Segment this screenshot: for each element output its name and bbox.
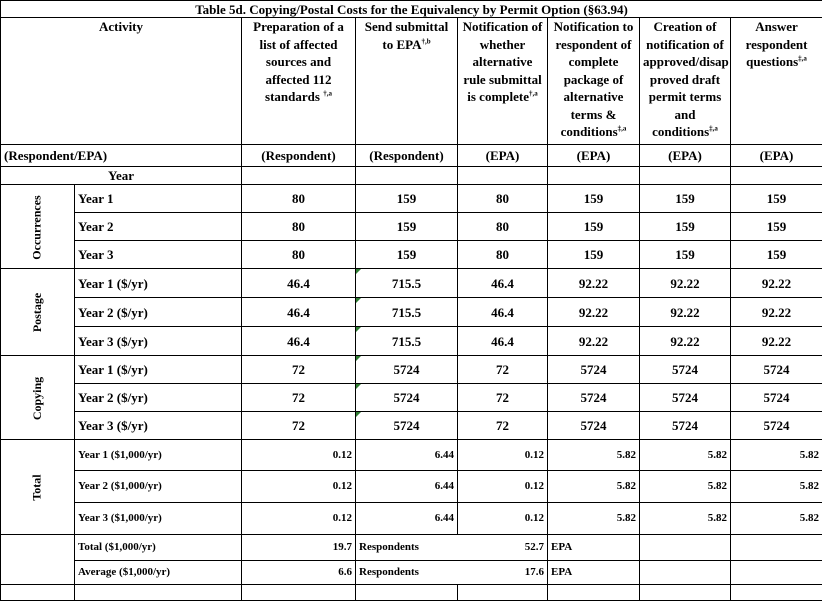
row-label: Year 1 ($/yr) [75,269,242,298]
column-header: Preparation of a list of affected sources and affected 112 standards $^{\dagger,a}$ [242,18,356,145]
table-cell: 0.12 [242,471,356,503]
table-cell: 5724 [356,412,458,440]
empty-cell [548,167,640,185]
table-cell: 0.12 [242,503,356,535]
role-cell: (EPA) [640,145,731,167]
table-cell: 92.22 [731,327,822,356]
summary-epa-label: EPA [548,535,640,561]
table-cell: 5724 [548,356,640,384]
table-cell: 46.4 [242,269,356,298]
empty-cell [458,585,548,601]
role-cell: (EPA) [548,145,640,167]
empty-cell [731,167,822,185]
empty-cell [242,585,356,601]
row-label: Year 3 ($/yr) [75,327,242,356]
table-cell: 80 [242,185,356,213]
table-cell: 5.82 [640,503,731,535]
table-cell: 80 [242,213,356,241]
table-cell: 46.4 [242,298,356,327]
table-cell: 92.22 [640,298,731,327]
table-cell: 6.44 [356,503,458,535]
table-cell: 46.4 [458,269,548,298]
table-cell: 5.82 [548,471,640,503]
empty-cell [731,561,822,585]
year-label: Year [1,167,242,185]
table-cell: 92.22 [731,269,822,298]
table-cell: 715.5 [356,327,458,356]
role-cell: (EPA) [458,145,548,167]
table-cell: 72 [242,412,356,440]
table-cell: 72 [458,412,548,440]
summary-epa-value: 52.7 [458,535,548,561]
row-label: Year 3 ($1,000/yr) [75,503,242,535]
summary-epa-label: EPA [548,561,640,585]
table-cell: 5.82 [548,503,640,535]
group-label-total: Total [1,440,75,535]
activity-header: Activity [1,18,242,145]
table-cell: 5724 [548,384,640,412]
row-label: Year 2 ($/yr) [75,298,242,327]
table-cell: 92.22 [640,327,731,356]
role-cell: (EPA) [731,145,822,167]
table-cell: 5.82 [640,471,731,503]
column-header: Notification of whether alternative rule submittal is complete$^{\dagger,a}$ [458,18,548,145]
column-header: Creation of notification of approved/disap proved draft permit terms and conditions$^{\ddagger,a}$ [640,18,731,145]
empty-cell [1,535,75,585]
table-cell: 159 [731,185,822,213]
table-cell: 72 [458,356,548,384]
empty-cell [731,585,822,601]
table-cell: 6.44 [356,440,458,471]
table-cell: 159 [731,213,822,241]
table-cell: 72 [242,356,356,384]
table-cell: 0.12 [458,440,548,471]
empty-cell [640,561,731,585]
table-cell: 5.82 [731,503,822,535]
row-label: Year 1 ($/yr) [75,356,242,384]
summary-label: Total ($1,000/yr) [75,535,242,561]
empty-cell [1,585,75,601]
group-label-copying: Copying [1,356,75,440]
empty-cell [75,585,242,601]
table-cell: 159 [548,213,640,241]
table-cell: 5.82 [640,440,731,471]
summary-respondent-label: Respondents [356,561,458,585]
table-cell: 715.5 [356,298,458,327]
row-label: Year 1 [75,185,242,213]
group-label-occurrences: Occurrences [1,185,75,269]
table-cell: 5724 [731,384,822,412]
role-cell: (Respondent) [242,145,356,167]
table-cell: 5724 [356,356,458,384]
table-cell: 5724 [548,412,640,440]
empty-cell [242,167,356,185]
table-cell: 92.22 [548,327,640,356]
row-label: Year 2 ($/yr) [75,384,242,412]
table-cell: 92.22 [731,298,822,327]
table-title: Table 5d. Copying/Postal Costs for the Equivalency by Permit Option (§63.94) [1,1,822,18]
table-cell: 5.82 [731,440,822,471]
table-cell: 46.4 [458,327,548,356]
table-cell: 80 [458,241,548,269]
table-cell: 0.12 [242,440,356,471]
table-cell: 5724 [731,356,822,384]
row-label: Year 1 ($1,000/yr) [75,440,242,471]
table-cell: 159 [548,185,640,213]
summary-respondent-value: 19.7 [242,535,356,561]
table-cell: 5724 [640,384,731,412]
table-cell: 72 [458,384,548,412]
table-cell: 46.4 [458,298,548,327]
empty-cell [640,167,731,185]
table-cell: 159 [356,213,458,241]
role-cell: (Respondent) [356,145,458,167]
summary-label: Average ($1,000/yr) [75,561,242,585]
table-cell: 46.4 [242,327,356,356]
table-cell: 159 [640,213,731,241]
table-cell: 159 [640,241,731,269]
empty-cell [458,167,548,185]
table-cell: 80 [458,213,548,241]
column-header: Answer respondent questions$^{\ddagger,a}$ [731,18,822,145]
row-label: Year 3 [75,241,242,269]
summary-respondent-value: 6.6 [242,561,356,585]
row-label: Year 2 ($1,000/yr) [75,471,242,503]
table-cell: 80 [458,185,548,213]
table-cell: 5.82 [548,440,640,471]
table-cell: 92.22 [640,269,731,298]
table-cell: 0.12 [458,471,548,503]
table-cell: 715.5 [356,269,458,298]
table-cell: 159 [356,241,458,269]
table-cell: 5724 [356,384,458,412]
table-cell: 159 [731,241,822,269]
table-cell: 159 [356,185,458,213]
group-label-postage: Postage [1,269,75,356]
empty-cell [356,585,458,601]
table-cell: 5724 [731,412,822,440]
empty-cell [640,585,731,601]
table-cell: 6.44 [356,471,458,503]
table-cell: 72 [242,384,356,412]
table-cell: 5724 [640,412,731,440]
row-label: Year 2 [75,213,242,241]
empty-cell [548,585,640,601]
row-label: Year 3 ($/yr) [75,412,242,440]
summary-respondent-label: Respondents [356,535,458,561]
table-cell: 5.82 [731,471,822,503]
table-cell: 80 [242,241,356,269]
column-header: Send submittal to $EPA^{\dagger,b}$ [356,18,458,145]
table-cell: 5724 [640,356,731,384]
table-cell: 0.12 [458,503,548,535]
empty-cell [731,535,822,561]
table-cell: 159 [640,185,731,213]
table-cell: 92.22 [548,298,640,327]
table-cell: 92.22 [548,269,640,298]
empty-cell [640,535,731,561]
summary-epa-value: 17.6 [458,561,548,585]
table-cell: 159 [548,241,640,269]
empty-cell [356,167,458,185]
role-row-label: (Respondent/EPA) [1,145,242,167]
column-header: Notification to respondent of complete package of alternative terms & conditions$^{\ddagger,a}$ [548,18,640,145]
